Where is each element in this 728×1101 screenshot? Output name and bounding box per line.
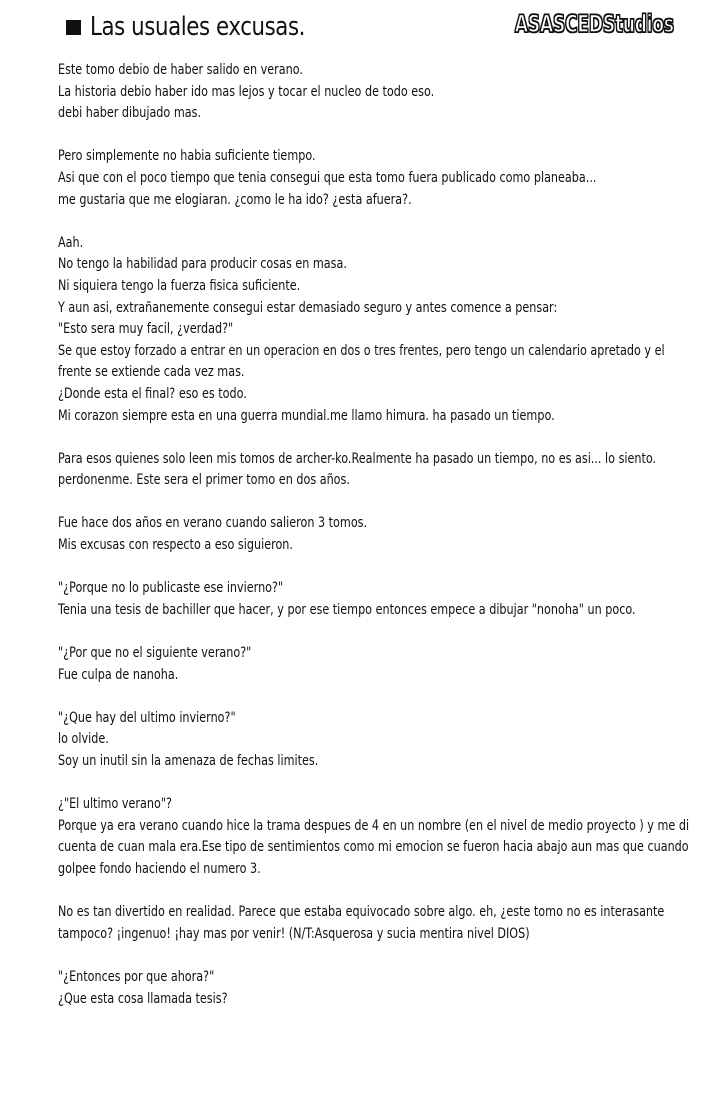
text-line: Este tomo debio de haber salido en verano. <box>58 62 303 78</box>
page-header <box>0 0 728 52</box>
paragraph <box>58 967 690 1010</box>
text-line: "¿Por que no el siguiente verano?" <box>58 645 252 662</box>
text-line: Fue culpa de nanoha. <box>58 666 179 683</box>
text-line: perdonenme. Este sera el primer tomo en dos años. <box>58 472 350 489</box>
text-line: tampoco? ¡ingenuo! ¡hay mas por venir! (N/T:Asquerosa y sucia mentira nivel DIOS) <box>58 925 530 942</box>
text-line: Aah. <box>58 234 84 251</box>
paragraph <box>58 643 690 686</box>
text-line: Mis excusas con respecto a eso siguieron. <box>58 537 293 554</box>
studio-logo: ASASCEDStudios <box>515 10 674 38</box>
text-line: Mi corazon siempre esta en una guerra mundial.me llamo himura. ha pasado un tiempo. <box>58 407 555 424</box>
text-line: Y aun asi, extrañanemente consegui estar demasiado seguro y antes comence a pensar: <box>58 299 558 316</box>
paragraph <box>58 578 690 621</box>
paragraph <box>58 146 690 211</box>
text-line: frente se extiende cada vez mas. <box>58 364 245 381</box>
text-line: Fue hace dos años en verano cuando salieron 3 tomos. <box>58 515 368 532</box>
paragraph <box>58 233 690 427</box>
document-body <box>58 60 690 1032</box>
text-line: ¿Donde esta el final? eso es todo. <box>58 385 247 402</box>
text-line: Pero simplemente no habia suficiente tiempo. <box>58 148 316 165</box>
paragraph <box>58 513 690 556</box>
text-line: Se que estoy forzado a entrar en un operacion en dos o tres frentes, pero tengo un calendario apretado y el <box>58 342 665 359</box>
black-square-icon <box>66 20 81 35</box>
text-line: La historia debio haber ido mas lejos y tocar el nucleo de todo eso. <box>58 83 435 100</box>
text-line: lo olvide. <box>58 731 109 748</box>
text-line: Soy un inutil sin la amenaza de fechas limites. <box>58 753 319 769</box>
text-line: No es tan divertido en realidad. Parece que estaba equivocado sobre algo. eh, ¿este tomo no es interasante <box>58 904 665 921</box>
text-line: ¿Que esta cosa llamada tesis? <box>58 990 228 1007</box>
paragraph <box>58 60 690 125</box>
text-line: No tengo la habilidad para producir cosas en masa. <box>58 256 347 273</box>
text-line: "Esto sera muy facil, ¿verdad?" <box>58 321 234 338</box>
paragraph <box>58 708 690 773</box>
text-line: "¿Porque no lo publicaste ese invierno?" <box>58 580 284 597</box>
text-line: golpee fondo haciendo el numero 3. <box>58 860 261 877</box>
text-line: "¿Entonces por que ahora?" <box>58 968 215 985</box>
paragraph <box>58 902 690 945</box>
text-line: me gustaria que me elogiaran. ¿como le ha ido? ¿esta afuera?. <box>58 191 412 208</box>
text-line: "¿Que hay del ultimo invierno?" <box>58 709 236 726</box>
text-line: Asi que con el poco tiempo que tenia consegui que esta tomo fuera publicado como planeaba... <box>58 169 597 186</box>
paragraph <box>58 449 690 492</box>
text-line: Ni siquiera tengo la fuerza fisica suficiente. <box>58 277 301 294</box>
text-line: cuenta de cuan mala era.Ese tipo de sentimientos como mi emocion se fueron hacia abajo aun mas que cuando <box>58 839 689 856</box>
text-line: Porque ya era verano cuando hice la trama despues de 4 en un nombre (en el nivel de medio proyecto ) y me di <box>58 817 690 834</box>
text-line: ¿"El ultimo verano"? <box>58 796 172 813</box>
text-line: Para esos quienes solo leen mis tomos de archer-ko.Realmente ha pasado un tiempo, no es asi... lo siento. <box>58 450 657 467</box>
paragraph <box>58 794 690 880</box>
page-title: Las usuales excusas. <box>90 12 306 42</box>
title-block <box>66 12 352 42</box>
text-line: Tenia una tesis de bachiller que hacer, y por ese tiempo entonces empece a dibujar "nonoha" un poco. <box>58 601 636 618</box>
text-line: debi haber dibujado mas. <box>58 105 202 122</box>
